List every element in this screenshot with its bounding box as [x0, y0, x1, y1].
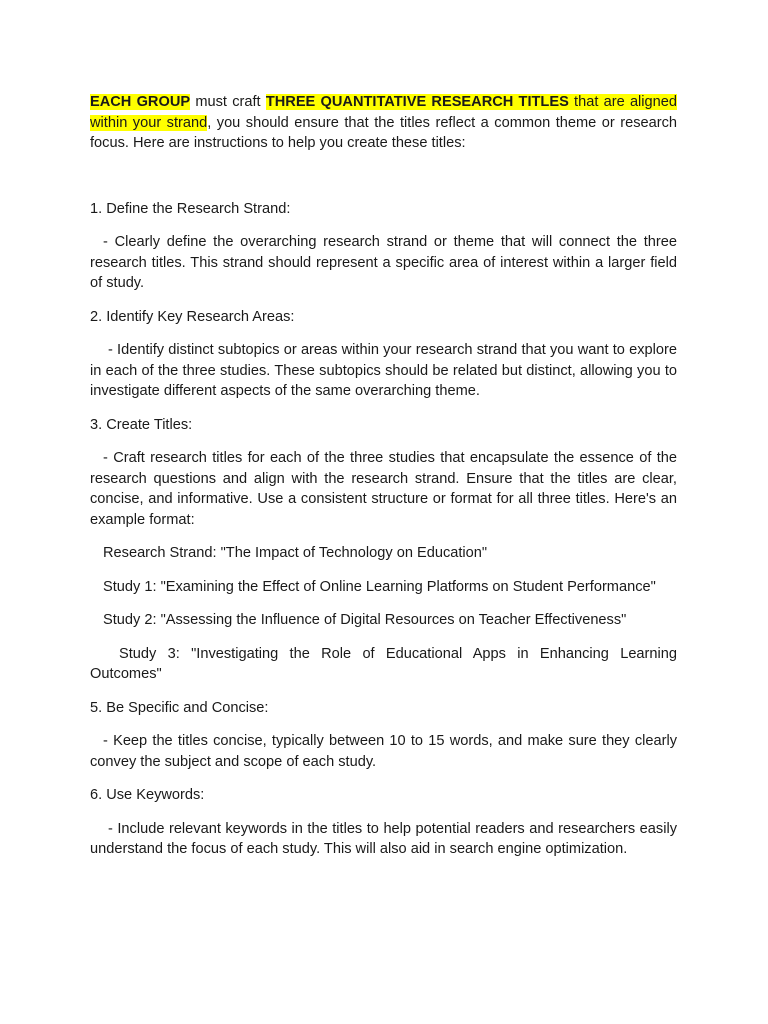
section-heading-3: 3. Create Titles:	[90, 416, 193, 433]
document-page	[90, 92, 677, 873]
section-body-1: - Clearly define the overarching research strand or theme that will connect the three research titles. This strand should represent a specific area of interest within a larger field of study.	[90, 234, 677, 291]
section-heading-1: 1. Define the Research Strand:	[90, 200, 291, 217]
section-body-3: - Craft research titles for each of the three studies that encapsulate the essence of the research questions and align with the research strand. Ensure that the titles are clear, concise, and informative. Use a consistent structure or format for all three titles. Here's an example format:	[90, 450, 677, 528]
section-body-2: - Identify distinct subtopics or areas within your research strand that you want to explore in each of the three studies. These subtopics should be related but distinct, allowing you to investigate different aspects of the same overarching theme.	[90, 342, 677, 399]
example-research-strand: Research Strand: "The Impact of Technology on Education"	[103, 545, 488, 561]
example-study-2: Study 2: "Assessing the Influence of Digital Resources on Teacher Effectiveness"	[103, 612, 627, 628]
section-heading-2: 2. Identify Key Research Areas:	[90, 308, 295, 325]
example-study-3: Study 3: "Investigating the Role of Educational Apps in Enhancing Learning Outcomes"	[90, 645, 677, 682]
highlight-each-group: EACH GROUP	[90, 94, 191, 110]
section-body-6: - Include relevant keywords in the titles to help potential readers and researchers easily understand the focus of each study. This will also aid in search engine optimization.	[90, 820, 677, 857]
section-heading-5: 5. Be Specific and Concise:	[90, 699, 269, 716]
intro-must-craft: must craft	[190, 94, 266, 110]
intro-rest: , you should ensure that the titles reflect a common theme or research focus. Here are instructions to help you create these titles:	[90, 114, 677, 151]
example-study-1: Study 1: "Examining the Effect of Online Learning Platforms on Student Performance"	[103, 578, 656, 595]
section-body-5: - Keep the titles concise, typically between 10 to 15 words, and make sure they clearly convey the subject and scope of each study.	[90, 733, 677, 770]
section-heading-6: 6. Use Keywords:	[90, 787, 205, 803]
intro-paragraph	[90, 92, 677, 154]
highlight-aligned-strand: that are aligned within your strand	[90, 94, 678, 131]
highlight-three-titles: THREE QUANTITATIVE RESEARCH TITLES	[265, 94, 569, 110]
